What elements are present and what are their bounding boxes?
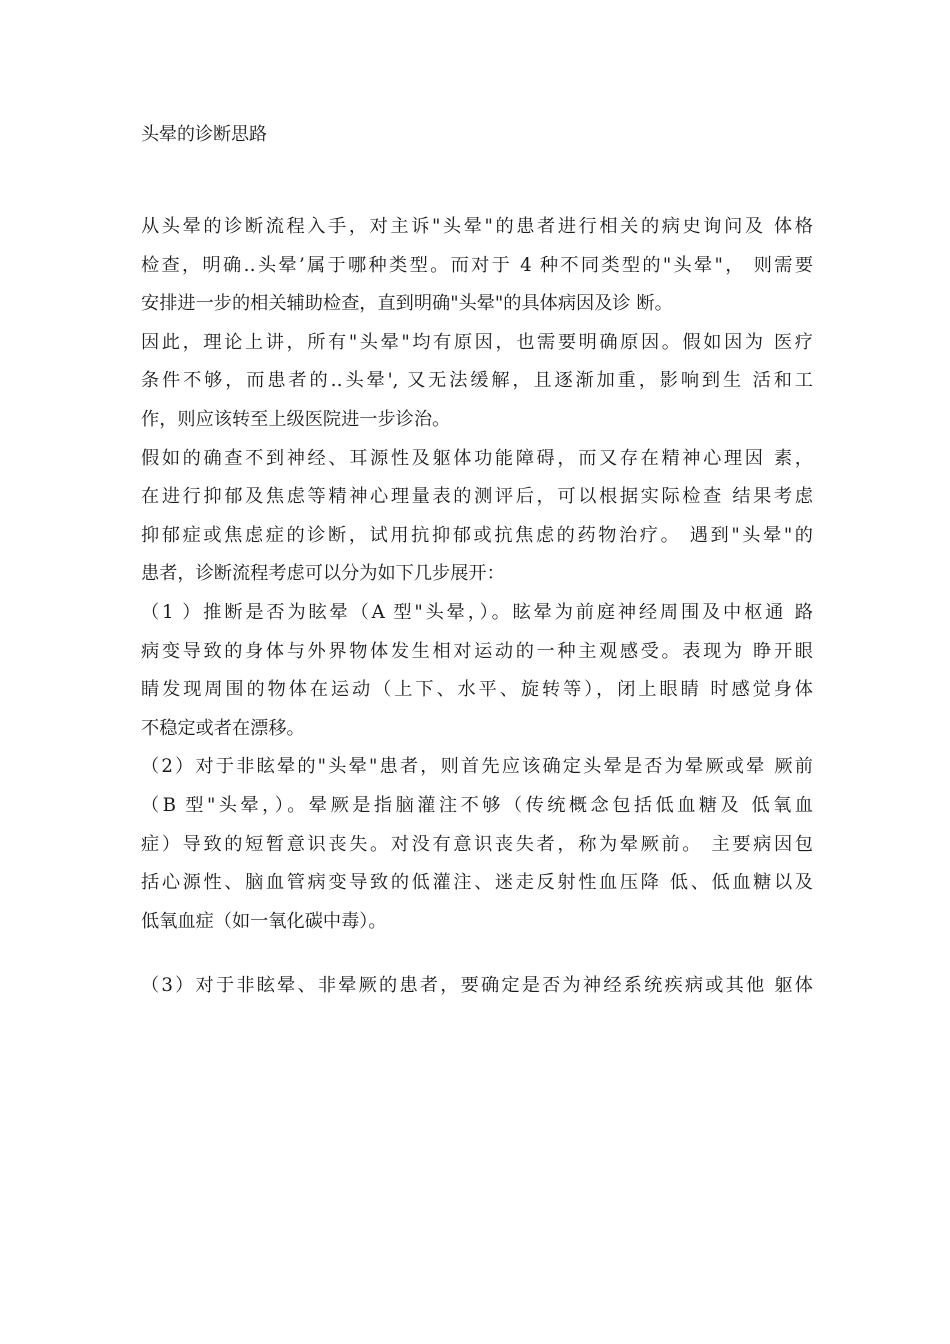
document-body <box>141 208 813 1006</box>
paragraph <box>141 748 813 941</box>
document-title: 头晕的诊断思路 <box>141 124 267 145</box>
text-line: （2）对于非眩晕的"头晕"患者，则首先应该确定头晕是否为晕厥或晕 厥前 <box>141 756 813 778</box>
text-line: 安排进一步的相关辅助检查，直到明确"头晕"的具体病因及诊 断。 <box>141 293 673 315</box>
text-line: 低氧血症（如一氧化碳中毒）。 <box>141 910 387 932</box>
text-line: 病变导致的身体与外界物体发生相对运动的一种主观感受。表现为 睁开眼 <box>141 640 813 662</box>
text-line: 睛发现周围的物体在运动（上下、水平、旋转等），闭上眼睛 时感觉身体 <box>141 679 813 701</box>
paragraph-gap <box>141 941 813 967</box>
text-line: 因此，理论上讲，所有"头晕"均有原因，也需要明确原因。假如因为 医疗 <box>141 331 813 353</box>
text-line: 作，则应该转至上级医院进一步诊治。 <box>141 408 451 430</box>
text-line: 从头晕的诊断流程入手，对主诉"头晕"的患者进行相关的病史询问及 体格 <box>141 216 813 237</box>
text-line: 症）导致的短暂意识丧失。对没有意识丧失者，称为晕厥前。 主要病因包 <box>141 833 813 855</box>
text-line: 在进行抑郁及焦虑等精神心理量表的测评后，可以根据实际检查 结果考虑 <box>141 486 813 508</box>
paragraph <box>141 440 813 594</box>
text-line: （3）对于非眩晕、非晕厥的患者，要确定是否为神经系统疾病或其他 躯体 <box>141 975 813 997</box>
paragraph <box>141 967 813 1006</box>
paragraph <box>141 594 813 748</box>
text-line: （B 型"头晕，）。晕厥是指脑灌注不够（传统概念包括低血糖及 低氧血 <box>141 794 813 816</box>
text-line: 检查，明确‥头晕’属于哪种类型。而对于 4 种不同类型的"头晕"， 则需要 <box>141 254 813 276</box>
paragraph <box>141 208 813 324</box>
text-line: 括心源性、脑血管病变导致的低灌注、迷走反射性血压降 低、低血糖以及 <box>141 872 813 894</box>
text-line: 假如的确查不到神经、耳源性及躯体功能障碍，而又存在精神心理因 素， <box>141 447 813 469</box>
text-line: 抑郁症或焦虑症的诊断，试用抗抑郁或抗焦虑的药物治疗。 遇到"头晕"的 <box>141 524 813 546</box>
text-line: 条件不够，而患者的‥头晕', 又无法缓解，且逐渐加重，影响到生 活和工 <box>141 370 813 392</box>
paragraph <box>141 324 813 440</box>
text-line: （1 ）推断是否为眩晕（A 型"头晕，）。眩晕为前庭神经周围及中枢通 路 <box>141 601 813 623</box>
text-line: 不稳定或者在漂移。 <box>141 717 305 739</box>
text-line: 患者，诊断流程考虑可以分为如下几步展开： <box>141 563 505 585</box>
